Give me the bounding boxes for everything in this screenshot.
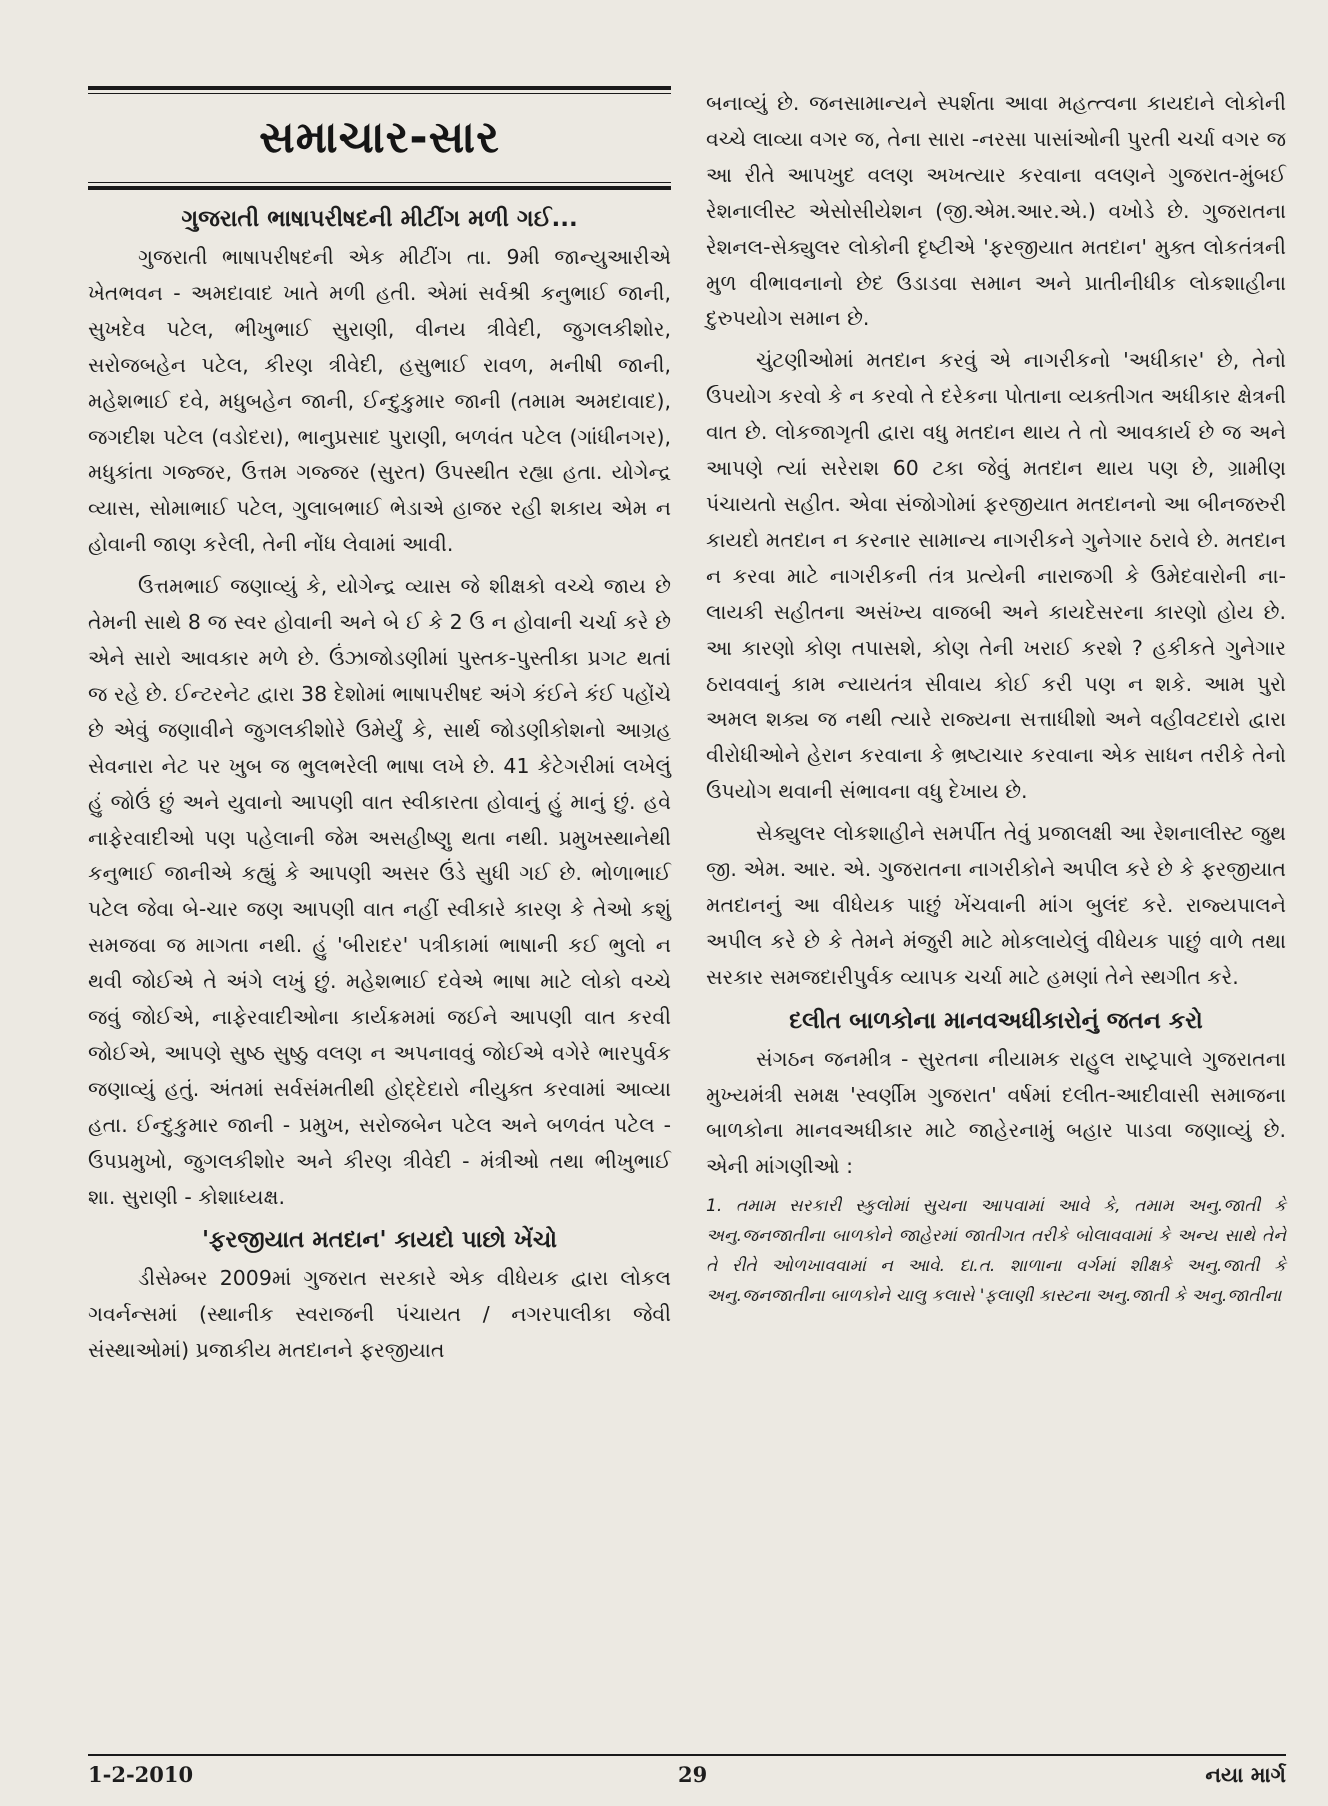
article-heading-bhasha-parishad: ગુજરાતી ભાષાપરીષદની મીટીંગ મળી ગઈ...	[181, 206, 578, 232]
article-heading-dalit-children: દલીત બાળકોના માનવઅધીકારોનું જતન કરો	[789, 1007, 1203, 1034]
page-footer	[88, 1762, 1286, 1792]
article-paragraph: બનાવ્યું છે. જનસામાન્યને સ્પર્શતા આવા મહત્ત્વના કાયદાને લોકોની વચ્ચે લાવ્યા વગર જ, તેના સારા -નરસા પાસાંઓની પુરતી ચર્ચા વગર જ આ રીતે આપખુદ વલણ અખત્યાર કરવાના વલણને ગુજરાત-મુંબઈ રેશનાલીસ્ટ એસોસીયેશન (જી.એમ.આર.એ.) વખોડે છે. ગુજરાતના રેશનલ-સેક્યુલર લોકોની દૃષ્ટીએ 'ફરજીયાત મતદાન' મુક્ત લોકતંત્રની મુળ વીભાવનાનો છેદ ઉડાડવા સમાન અને પ્રાતીનીધીક લોકશાહીના દુરુપયોગ સમાન છે.	[706, 91, 1286, 331]
demand-list-item: 1. તમામ સરકારી સ્કુલોમાં સુચના આપવામાં આવે કે, તમામ અનુ.જાતી કે અનુ.જનજાતીના બાળકોને જાહેરમાં જાતીગત તરીકે બોલાવવામાં કે અન્ય સાથે તેને તે રીતે ઓળખાવવામાં ન આવે. દા.ત. શાળાના વર્ગમાં શીક્ષકે અનુ.જાતી કે અનુ.જનજાતીના બાળકોને ચાલુ કલાસે 'ફલાણી કાસ્ટના અનુ.જાતી કે અનુ.જાતીના	[706, 1196, 1286, 1307]
article-paragraph: ગુજરાતી ભાષાપરીષદની એક મીટીંગ તા. 9મી જાન્યુઆરીએ ખેતભવન - અમદાવાદ ખાતે મળી હતી. એમાં સર્વશ્રી કનુભાઈ જાની, સુખદેવ પટેલ, ભીખુભાઈ સુરાણી, વીનય ત્રીવેદી, જુગલકીશોર, સરોજબહેન પટેલ, કીરણ ત્રીવેદી, હસુભાઈ રાવળ, મનીષી જાની, મહેશભાઈ દવે, મધુબહેન જાની, ઈન્દુકુમાર જાની (તમામ અમદાવાદ), જગદીશ પટેલ (વડોદરા), ભાનુપ્રસાદ પુરાણી, બળવંત પટેલ (ગાંધીનગર), મધુકાંતા ગજ્જર, ઉત્તમ ગજ્જર (સુરત) ઉપસ્થીત રહ્યા હતા. યોગેન્દ્ર વ્યાસ, સોમાભાઈ પટેલ, ગુલાબભાઈ ભેડાએ હાજર રહી શકાય એમ ન હોવાની જાણ કરેલી, તેની નોંધ લેવામાં આવી.	[88, 245, 671, 557]
masthead-bottom-thin-rule	[88, 182, 671, 183]
section-masthead: સમાચાર-સાર	[259, 112, 500, 163]
right-column	[706, 86, 1286, 1311]
article-paragraph: ચુંટણીઓમાં મતદાન કરવું એ નાગરીકનો 'અધીકાર' છે, તેનો ઉપયોગ કરવો કે ન કરવો તે દરેકના પોતાના વ્યક્તીગત અધીકાર ક્ષેત્રની વાત છે. લોકજાગૃતી દ્વારા વધુ મતદાન થાય તે તો આવકાર્ય છે જ અને આપણે ત્યાં સરેરાશ 60 ટકા જેવું મતદાન થાય પણ છે, ગ્રામીણ પંચાયતો સહીત. એવા સંજોગોમાં ફરજીયાત મતદાનનો આ બીનજરુરી કાયદો મતદાન ન કરનાર સામાન્ય નાગરીકને ગુનેગાર ઠરાવે છે. મતદાન ન કરવા માટે નાગરીકની તંત્ર પ્રત્યેની નારાજગી કે ઉમેદવારોની ના-લાયકી સહીતના અસંખ્ય વાજબી અને કાયદેસરના કારણો હોય છે. આ કારણો કોણ તપાસશે, કોણ તેની ખરાઈ કરશે ? હકીકતે ગુનેગાર ઠરાવવાનું કામ ન્યાયતંત્ર સીવાય કોઈ કરી પણ ન શકે. આમ પુરો અમલ શક્ય જ નથી ત્યારે રાજ્યના સત્તાધીશો અને વહીવટદારો દ્વારા વીરોધીઓને હેરાન કરવાના કે ભ્રષ્ટાચાર કરવાના એક સાધન તરીકે તેનો ઉપયોગ થવાની સંભાવના વધુ દેખાય છે.	[706, 348, 1286, 804]
masthead-top-rule	[88, 86, 671, 90]
magazine-name: નયા માર્ગ	[1205, 1762, 1286, 1787]
issue-date: 1-2-2010	[88, 1762, 194, 1787]
article-paragraph: ઉત્તમભાઈ જણાવ્યું કે, યોગેન્દ્ર વ્યાસ જે શીક્ષકો વચ્ચે જાય છે તેમની સાથે 8 જ સ્વર હોવાની અને બે ઈ કે 2 ઉ ન હોવાની ચર્ચા કરે છે એને સારો આવકાર મળે છે. ઉંઝાજોડણીમાં પુસ્તક-પુસ્તીકા પ્રગટ થતાં જ રહે છે. ઈન્ટરનેટ દ્વારા 38 દેશોમાં ભાષાપરીષદ અંગે કંઈને કંઈ પહોંચે છે એવું જણાવીને જુગલકીશોરે ઉમેર્યું કે, સાર્થ જોડણીકોશનો આગ્રહ સેવનારા નેટ પર ખુબ જ ભુલભરેલી ભાષા લખે છે. 41 કેટેગરીમાં લખેલું હું જોઉં છું અને યુવાનો આપણી વાત સ્વીકારતા હોવાનું હું માનું છું. હવે નાફેરવાદીઓ પણ પહેલાની જેમ અસહીષ્ણુ થતા નથી. પ્રમુખસ્થાનેથી કનુભાઈ જાનીએ કહ્યું કે આપણી અસર ઉંડે સુધી ગઈ છે. ભોળાભાઈ પટેલ જેવા બે-ચાર જણ આપણી વાત નહીં સ્વીકારે કારણ કે તેઓ કશું સમજવા જ માગતા નથી. હું 'બીરાદર' પત્રીકામાં ભાષાની કઈ ભુલો ન થવી જોઈએ તે અંગે લખું છું. મહેશભાઈ દવેએ ભાષા માટે લોકો વચ્ચે જવું જોઈએ, નાફેરવાદીઓના કાર્યક્રમમાં જઈને આપણી વાત કરવી જોઈએ, આપણે સુષ્ઠ સુષ્ઠુ વલણ ન અપનાવવું જોઈએ વગેરે ભારપુર્વક જણાવ્યું હતું. અંતમાં સર્વસંમતીથી હોદ્દેદારો નીયુક્ત કરવામાં આવ્યા હતા. ઈન્દુકુમાર જાની - પ્રમુખ, સરોજબેન પટેલ અને બળવંત પટેલ - ઉપપ્રમુખો, જુગલકીશોર અને કીરણ ત્રીવેદી - મંત્રીઓ તથા ભીખુભાઈ શા. સુરાણી - કોશાધ્યક્ષ.	[88, 574, 671, 1209]
footer-rule	[88, 1754, 1286, 1756]
masthead-bottom-rule	[88, 186, 671, 190]
article-heading-compulsory-voting: 'ફરજીયાત મતદાન' કાયદો પાછો ખેંચો	[201, 1227, 557, 1254]
article-paragraph: સેક્યુલર લોકશાહીને સમર્પીત તેવું પ્રજાલક્ષી આ રેશનાલીસ્ટ જુથ જી. એમ. આર. એ. ગુજરાતના નાગરીકોને અપીલ કરે છે કે ફરજીયાત મતદાનનું આ વીધેયક પાછું ખેંચવાની માંગ બુલંદ કરે. રાજ્યપાલને અપીલ કરે છે કે તેમને મંજુરી માટે મોકલાયેલું વીધેયક પાછું વાળે તથા સરકાર સમજદારીપુર્વક વ્યાપક ચર્ચા માટે હમણાં તેને સ્થગીત કરે.	[706, 821, 1286, 989]
article-paragraph: સંગઠન જનમીત્ર - સુરતના નીયામક રાહુલ રાષ્ટ્રપાલે ગુજરાતના મુખ્યમંત્રી સમક્ષ 'સ્વર્ણીમ ગુજરાત' વર્ષમાં દલીત-આદીવાસી સમાજના બાળકોના માનવઅધીકાર માટે જાહેરનામું બહાર પાડવા જણાવ્યું છે. એની માંગણીઓ :	[706, 1046, 1286, 1179]
article-paragraph: ડીસેમ્બર 2009માં ગુજરાત સરકારે એક વીધેયક દ્વારા લોકલ ગવર્નન્સમાં (સ્થાનીક સ્વરાજની પંચાયત / નગરપાલીકા જેવી સંસ્થાઓમાં) પ્રજાકીય મતદાનને ફરજીયાત	[88, 1266, 671, 1363]
left-column	[88, 86, 671, 1375]
page-number: 29	[678, 1762, 708, 1787]
